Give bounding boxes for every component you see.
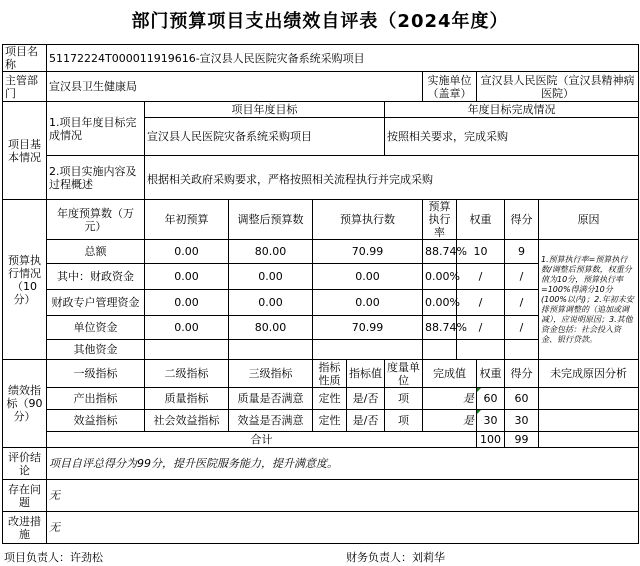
budget-row-executed: 70.99 bbox=[313, 316, 423, 340]
perf-row-reason bbox=[539, 388, 639, 410]
impl-unit-label: 实施单位（盖章） bbox=[423, 72, 477, 102]
budget-row-adjusted: 0.00 bbox=[229, 290, 313, 316]
budget-header-adjusted: 调整后预算数 bbox=[229, 200, 313, 240]
impl-text: 根据相关政府采购要求，严格按照相关流程执行并完成采购 bbox=[145, 160, 639, 200]
perf-row-l1: 效益指标 bbox=[47, 410, 145, 432]
perf-header-reason: 未完成原因分析 bbox=[539, 360, 639, 388]
signature-footer bbox=[2, 544, 638, 566]
budget-row-score: / bbox=[505, 264, 539, 290]
budget-row-name: 其中：财政资金 bbox=[47, 264, 145, 290]
budget-row-initial: 0.00 bbox=[145, 240, 229, 264]
budget-row-rate: 0.00% bbox=[423, 290, 457, 316]
perf-header-unit: 度量单位 bbox=[385, 360, 423, 388]
budget-header-weight: 权重 bbox=[457, 200, 505, 240]
perf-row-value: 是/否 bbox=[347, 388, 385, 410]
project-leader: 项目负责人：许劲松 bbox=[4, 551, 103, 564]
perf-row-nature: 定性 bbox=[313, 410, 347, 432]
perf-header-done: 完成值 bbox=[423, 360, 477, 388]
perf-row-score: 30 bbox=[505, 410, 539, 432]
budget-header-reason: 原因 bbox=[539, 200, 639, 240]
budget-header-executed: 预算执行数 bbox=[313, 200, 423, 240]
budget-row-weight: / bbox=[457, 290, 505, 316]
goal-done-text: 按照相关要求，完成采购 bbox=[385, 118, 639, 156]
finance-leader: 财务负责人：刘莉华 bbox=[346, 551, 445, 564]
budget-row-name: 单位资金 bbox=[47, 316, 145, 340]
budget-header-score: 得分 bbox=[505, 200, 539, 240]
total-score: 99 bbox=[505, 432, 539, 448]
perf-row-l3: 质量是否满意 bbox=[229, 388, 313, 410]
perf-row-weight: 60 bbox=[477, 388, 505, 410]
issue-label: 存在问题 bbox=[3, 480, 47, 512]
dept-label: 主管部门 bbox=[3, 72, 47, 102]
budget-header-rate: 预算执行率 bbox=[423, 200, 457, 240]
perf-row-nature: 定性 bbox=[313, 388, 347, 410]
perf-row-done: 是 bbox=[423, 388, 477, 410]
total-weight: 100 bbox=[477, 432, 505, 448]
budget-row-adjusted: 80.00 bbox=[229, 240, 313, 264]
budget-row-name: 总额 bbox=[47, 240, 145, 264]
page-title: 部门预算项目支出绩效自评表（2024年度） bbox=[131, 11, 509, 32]
basic-info-label: 项目基本情况 bbox=[3, 102, 47, 200]
budget-row-weight: 10 bbox=[457, 240, 505, 264]
eval-label: 评价结论 bbox=[3, 448, 47, 480]
budget-row-adjusted bbox=[229, 340, 313, 360]
dept-value: 宣汉县卫生健康局 bbox=[47, 72, 423, 102]
budget-row-rate: 88.74% bbox=[423, 240, 457, 264]
perf-row-l1: 产出指标 bbox=[47, 388, 145, 410]
budget-row-score: 9 bbox=[505, 240, 539, 264]
budget-row-adjusted: 80.00 bbox=[229, 316, 313, 340]
project-name-label: 项目名称 bbox=[3, 45, 47, 72]
goal-text: 宣汉县人民医院灾备系统采购项目 bbox=[145, 118, 385, 156]
budget-row-initial: 0.00 bbox=[145, 316, 229, 340]
evaluation-table bbox=[2, 44, 639, 544]
budget-row-rate: 88.74% bbox=[423, 316, 457, 340]
budget-row-executed bbox=[313, 340, 423, 360]
perf-row-reason bbox=[539, 410, 639, 432]
budget-row-weight: / bbox=[457, 316, 505, 340]
perf-row-l2: 质量指标 bbox=[145, 388, 229, 410]
goal-header: 项目年度目标 bbox=[145, 102, 385, 118]
perf-row-l3: 效益是否满意 bbox=[229, 410, 313, 432]
budget-row-initial: 0.00 bbox=[145, 290, 229, 316]
budget-reason-note: 1.预算执行率=预算执行数/调整后预算数，权重分值为10分，预算执行率=100%得满分10分(100%以内)；2.年初未安排预算调整的（追加或调减），应说明原因；3.其他资金包括：社会投入资金、银行贷款。 bbox=[539, 240, 639, 360]
issue-text: 无 bbox=[47, 480, 639, 512]
budget-row-score bbox=[505, 340, 539, 360]
budget-row-name: 财政专户管理资金 bbox=[47, 290, 145, 316]
total-label: 合计 bbox=[47, 432, 477, 448]
fix-text: 无 bbox=[47, 512, 639, 544]
perf-header-l1: 一级指标 bbox=[47, 360, 145, 388]
perf-header-weight: 权重 bbox=[477, 360, 505, 388]
perf-row-score: 60 bbox=[505, 388, 539, 410]
budget-row-score: / bbox=[505, 316, 539, 340]
budget-row-rate bbox=[423, 340, 457, 360]
perf-label: 绩效指标（90分） bbox=[3, 360, 47, 448]
project-name-value: 51172224T000011919616-宣汉县人民医院灾备系统采购项目 bbox=[47, 45, 639, 72]
goal-item-label: 1.项目年度目标完成情况 bbox=[47, 102, 145, 156]
perf-row-unit: 项 bbox=[385, 410, 423, 432]
budget-row-weight: / bbox=[457, 264, 505, 290]
budget-row-initial bbox=[145, 340, 229, 360]
perf-row-unit: 项 bbox=[385, 388, 423, 410]
budget-row-initial: 0.00 bbox=[145, 264, 229, 290]
budget-row-name: 其他资金 bbox=[47, 340, 145, 360]
perf-header-score: 得分 bbox=[505, 360, 539, 388]
impl-unit-value: 宣汉县人民医院（宣汉县精神病医院） bbox=[477, 72, 639, 102]
perf-row-value: 是/否 bbox=[347, 410, 385, 432]
budget-row-rate: 0.00% bbox=[423, 264, 457, 290]
budget-row-weight bbox=[457, 340, 505, 360]
perf-header-l2: 二级指标 bbox=[145, 360, 229, 388]
budget-header-initial: 年初预算 bbox=[145, 200, 229, 240]
perf-row-done: 是 bbox=[423, 410, 477, 432]
budget-row-executed: 0.00 bbox=[313, 264, 423, 290]
budget-row-executed: 70.99 bbox=[313, 240, 423, 264]
impl-item-label: 2.项目实施内容及过程概述 bbox=[47, 156, 145, 200]
perf-row-weight: 30 bbox=[477, 410, 505, 432]
eval-text: 项目自评总得分为99分，提升医院服务能力，提升满意度。 bbox=[47, 448, 639, 480]
budget-row-adjusted: 0.00 bbox=[229, 264, 313, 290]
budget-row-score: / bbox=[505, 290, 539, 316]
perf-header-l3: 三级指标 bbox=[229, 360, 313, 388]
budget-label: 预算执行情况（10分） bbox=[3, 200, 47, 360]
budget-row-executed: 0.00 bbox=[313, 290, 423, 316]
perf-header-value: 指标值 bbox=[347, 360, 385, 388]
budget-header-year: 年度预算数（万元） bbox=[47, 200, 145, 240]
goal-done-header: 年度目标完成情况 bbox=[385, 102, 639, 118]
fix-label: 改进措施 bbox=[3, 512, 47, 544]
perf-header-nature: 指标性质 bbox=[313, 360, 347, 388]
perf-row-l2: 社会效益指标 bbox=[145, 410, 229, 432]
